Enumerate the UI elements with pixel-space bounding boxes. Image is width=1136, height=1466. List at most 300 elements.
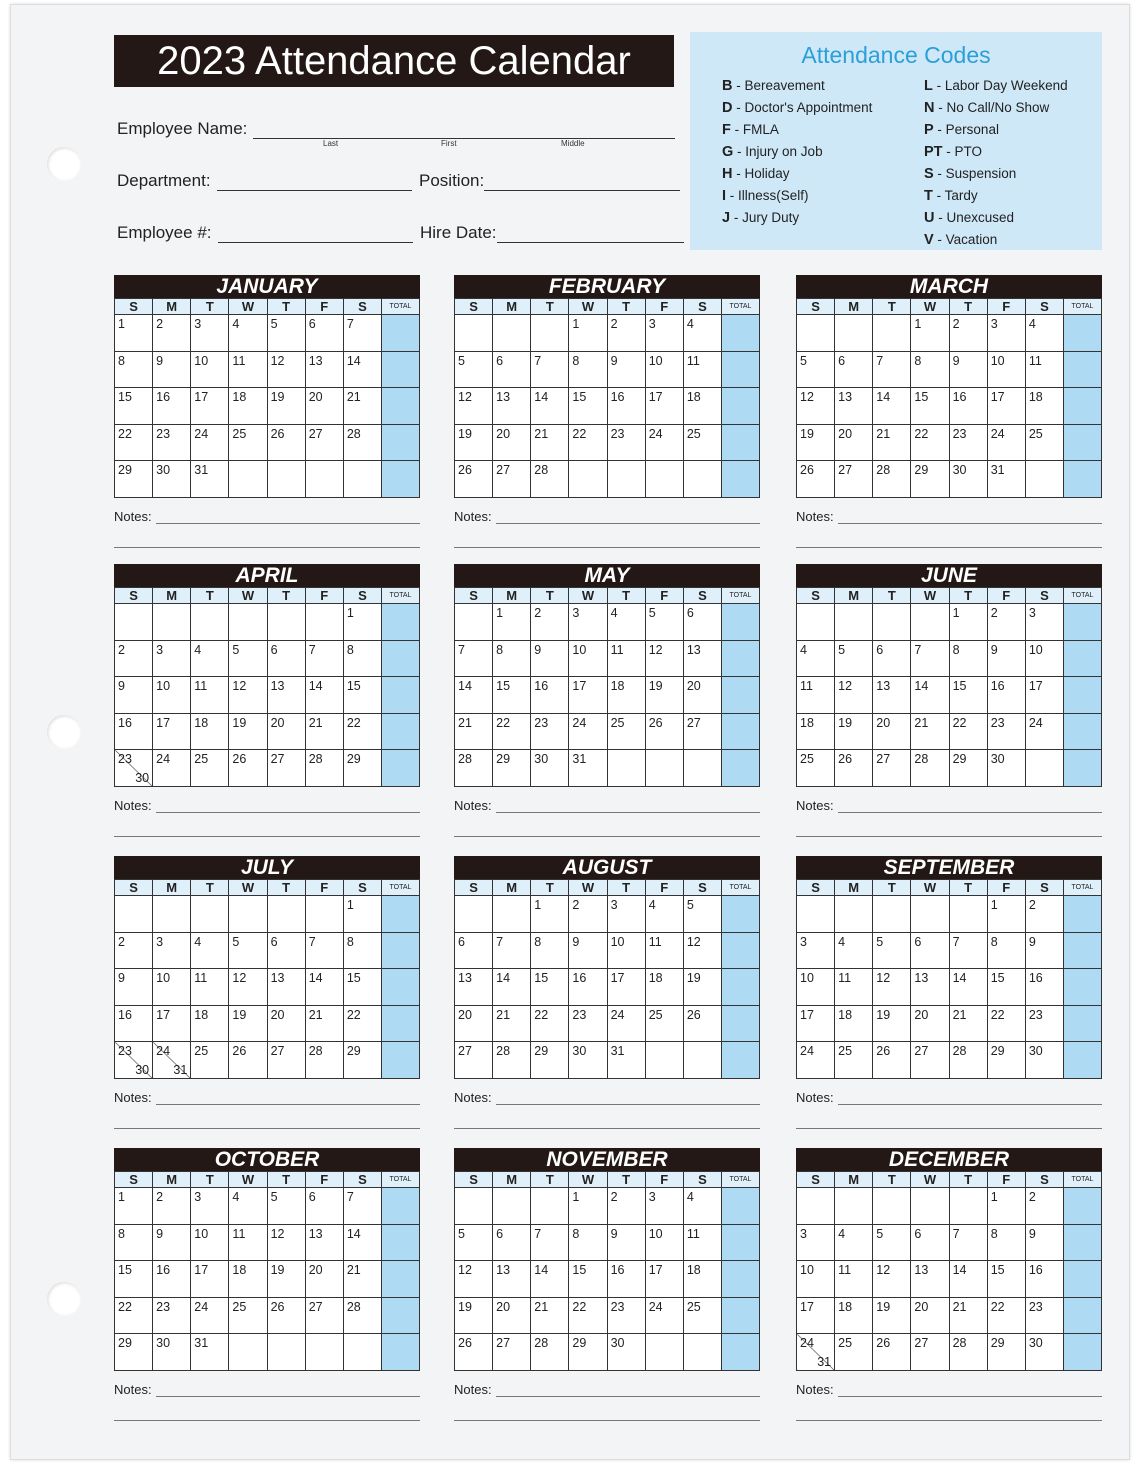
- day-cell[interactable]: [569, 1188, 607, 1225]
- day-cell[interactable]: [115, 1261, 153, 1298]
- day-cell[interactable]: [115, 351, 153, 388]
- day-cell[interactable]: [343, 1261, 381, 1298]
- day-cell[interactable]: [115, 896, 153, 933]
- day-cell[interactable]: [683, 640, 721, 677]
- day-cell[interactable]: [683, 1334, 721, 1371]
- day-cell[interactable]: [569, 713, 607, 750]
- day-cell[interactable]: [911, 677, 949, 714]
- day-cell[interactable]: [607, 604, 645, 641]
- day-cell[interactable]: [115, 1297, 153, 1334]
- day-cell[interactable]: [343, 713, 381, 750]
- total-cell[interactable]: [722, 640, 760, 677]
- day-cell[interactable]: [493, 1334, 531, 1371]
- day-cell[interactable]: [683, 604, 721, 641]
- day-cell[interactable]: [531, 713, 569, 750]
- total-cell[interactable]: [722, 713, 760, 750]
- day-cell[interactable]: [267, 640, 305, 677]
- day-cell[interactable]: [645, 896, 683, 933]
- total-cell[interactable]: [1064, 1297, 1102, 1334]
- total-cell[interactable]: [382, 351, 420, 388]
- day-cell[interactable]: [835, 1224, 873, 1261]
- day-cell[interactable]: [949, 713, 987, 750]
- notes-line[interactable]: [454, 1128, 760, 1129]
- day-cell[interactable]: [191, 351, 229, 388]
- day-cell[interactable]: [115, 1224, 153, 1261]
- day-cell[interactable]: [949, 315, 987, 352]
- total-cell[interactable]: [1064, 750, 1102, 787]
- day-cell[interactable]: [267, 932, 305, 969]
- day-cell[interactable]: [455, 750, 493, 787]
- day-cell[interactable]: [493, 1224, 531, 1261]
- day-cell[interactable]: [683, 461, 721, 498]
- day-cell[interactable]: [797, 351, 835, 388]
- day-cell[interactable]: [797, 388, 835, 425]
- day-cell[interactable]: [1025, 315, 1063, 352]
- day-cell[interactable]: [1025, 1334, 1063, 1371]
- notes-field[interactable]: [454, 509, 760, 524]
- day-cell[interactable]: [531, 461, 569, 498]
- day-cell[interactable]: [873, 932, 911, 969]
- day-cell[interactable]: [153, 750, 191, 787]
- day-cell[interactable]: [531, 969, 569, 1006]
- day-cell[interactable]: [267, 1005, 305, 1042]
- total-cell[interactable]: [722, 1224, 760, 1261]
- day-cell[interactable]: [911, 1224, 949, 1261]
- day-cell[interactable]: [911, 896, 949, 933]
- total-cell[interactable]: [1064, 388, 1102, 425]
- total-cell[interactable]: [722, 1042, 760, 1079]
- day-cell[interactable]: [1025, 461, 1063, 498]
- total-cell[interactable]: [722, 315, 760, 352]
- day-cell[interactable]: [645, 1188, 683, 1225]
- day-cell[interactable]: [267, 1042, 305, 1079]
- day-cell[interactable]: [873, 461, 911, 498]
- day-cell[interactable]: [645, 640, 683, 677]
- day-cell[interactable]: [531, 1297, 569, 1334]
- day-cell[interactable]: [569, 969, 607, 1006]
- day-cell[interactable]: [873, 1334, 911, 1371]
- day-cell[interactable]: [987, 677, 1025, 714]
- day-cell[interactable]: [645, 1005, 683, 1042]
- day-cell[interactable]: [949, 1042, 987, 1079]
- total-cell[interactable]: [722, 1261, 760, 1298]
- day-cell[interactable]: [229, 1261, 267, 1298]
- day-cell[interactable]: [455, 604, 493, 641]
- day-cell[interactable]: [797, 1224, 835, 1261]
- total-cell[interactable]: [382, 1042, 420, 1079]
- day-cell[interactable]: [343, 896, 381, 933]
- day-cell[interactable]: [835, 677, 873, 714]
- day-cell[interactable]: [1025, 932, 1063, 969]
- notes-field[interactable]: [796, 1090, 1102, 1105]
- total-cell[interactable]: [722, 750, 760, 787]
- day-cell[interactable]: [531, 1188, 569, 1225]
- day-cell[interactable]: [569, 424, 607, 461]
- day-cell[interactable]: [305, 351, 343, 388]
- day-cell[interactable]: [569, 315, 607, 352]
- day-cell[interactable]: [153, 1188, 191, 1225]
- day-cell[interactable]: [455, 640, 493, 677]
- day-cell[interactable]: [305, 896, 343, 933]
- day-cell[interactable]: [987, 388, 1025, 425]
- day-cell[interactable]: [683, 969, 721, 1006]
- day-cell[interactable]: [797, 1188, 835, 1225]
- total-cell[interactable]: [1064, 677, 1102, 714]
- day-cell[interactable]: [1025, 640, 1063, 677]
- notes-line[interactable]: [114, 836, 420, 837]
- day-cell[interactable]: [607, 1224, 645, 1261]
- day-cell[interactable]: [835, 351, 873, 388]
- day-cell[interactable]: [191, 424, 229, 461]
- total-cell[interactable]: [382, 1224, 420, 1261]
- day-cell[interactable]: [267, 1224, 305, 1261]
- day-cell[interactable]: [683, 1297, 721, 1334]
- day-cell[interactable]: [645, 604, 683, 641]
- day-cell[interactable]: [797, 1005, 835, 1042]
- day-cell[interactable]: [797, 713, 835, 750]
- day-cell[interactable]: [797, 750, 835, 787]
- notes-line[interactable]: [838, 523, 1102, 524]
- day-cell[interactable]: [949, 677, 987, 714]
- day-cell[interactable]: [115, 315, 153, 352]
- notes-field[interactable]: [454, 798, 760, 813]
- day-cell[interactable]: [455, 1224, 493, 1261]
- day-cell[interactable]: [949, 1261, 987, 1298]
- notes-line[interactable]: [156, 1396, 420, 1397]
- day-cell[interactable]: [1025, 1042, 1063, 1079]
- notes-line[interactable]: [156, 812, 420, 813]
- day-cell[interactable]: [607, 351, 645, 388]
- day-cell[interactable]: [645, 351, 683, 388]
- day-cell[interactable]: [987, 424, 1025, 461]
- day-cell[interactable]: [987, 1005, 1025, 1042]
- notes-line[interactable]: [114, 547, 420, 548]
- day-cell[interactable]: [607, 315, 645, 352]
- day-cell[interactable]: [455, 677, 493, 714]
- day-cell[interactable]: [1025, 424, 1063, 461]
- day-cell[interactable]: [115, 1334, 153, 1371]
- day-cell[interactable]: [493, 969, 531, 1006]
- day-cell[interactable]: [873, 315, 911, 352]
- total-cell[interactable]: [1064, 351, 1102, 388]
- day-cell[interactable]: [987, 351, 1025, 388]
- day-cell[interactable]: [911, 640, 949, 677]
- day-cell[interactable]: [191, 315, 229, 352]
- day-cell[interactable]: [531, 1261, 569, 1298]
- day-cell[interactable]: [1025, 1224, 1063, 1261]
- day-cell[interactable]: [153, 1261, 191, 1298]
- day-cell[interactable]: [1025, 351, 1063, 388]
- day-cell[interactable]: [987, 1334, 1025, 1371]
- day-cell[interactable]: [153, 713, 191, 750]
- total-cell[interactable]: [722, 424, 760, 461]
- notes-field[interactable]: [114, 509, 420, 524]
- day-cell[interactable]: [683, 677, 721, 714]
- day-cell[interactable]: [153, 677, 191, 714]
- day-cell[interactable]: [645, 424, 683, 461]
- notes-field[interactable]: [796, 509, 1102, 524]
- day-cell[interactable]: [873, 1224, 911, 1261]
- day-cell[interactable]: [607, 932, 645, 969]
- notes-field[interactable]: [114, 798, 420, 813]
- day-cell[interactable]: [569, 388, 607, 425]
- day-cell[interactable]: [607, 969, 645, 1006]
- day-cell[interactable]: [343, 1297, 381, 1334]
- day-cell[interactable]: [873, 896, 911, 933]
- day-cell[interactable]: [911, 969, 949, 1006]
- notes-line[interactable]: [454, 547, 760, 548]
- day-cell[interactable]: [607, 1261, 645, 1298]
- day-cell[interactable]: [153, 604, 191, 641]
- day-cell[interactable]: [153, 461, 191, 498]
- day-cell[interactable]: [493, 351, 531, 388]
- day-cell[interactable]: [531, 315, 569, 352]
- notes-line[interactable]: [796, 547, 1102, 548]
- day-cell[interactable]: [797, 315, 835, 352]
- day-cell[interactable]: [873, 713, 911, 750]
- day-cell[interactable]: [607, 640, 645, 677]
- day-cell[interactable]: [229, 640, 267, 677]
- day-cell[interactable]: [191, 713, 229, 750]
- day-cell[interactable]: [191, 969, 229, 1006]
- day-cell[interactable]: [607, 424, 645, 461]
- day-cell[interactable]: [531, 932, 569, 969]
- day-cell[interactable]: [191, 1261, 229, 1298]
- day-cell[interactable]: [873, 750, 911, 787]
- total-cell[interactable]: [1064, 640, 1102, 677]
- department-field[interactable]: [117, 171, 412, 191]
- day-cell[interactable]: [873, 388, 911, 425]
- total-cell[interactable]: [382, 1334, 420, 1371]
- day-cell[interactable]: [267, 896, 305, 933]
- notes-line[interactable]: [156, 523, 420, 524]
- total-cell[interactable]: [722, 1297, 760, 1334]
- day-cell[interactable]: [911, 351, 949, 388]
- day-cell[interactable]: [153, 896, 191, 933]
- total-cell[interactable]: [1064, 713, 1102, 750]
- day-cell[interactable]: [911, 1005, 949, 1042]
- day-cell[interactable]: [531, 1334, 569, 1371]
- day-cell[interactable]: [987, 896, 1025, 933]
- day-cell[interactable]: [153, 640, 191, 677]
- day-cell[interactable]: [797, 1042, 835, 1079]
- day-cell[interactable]: [949, 1005, 987, 1042]
- day-cell[interactable]: [531, 351, 569, 388]
- day-cell[interactable]: [455, 461, 493, 498]
- day-cell[interactable]: [835, 1042, 873, 1079]
- day-cell[interactable]: [835, 388, 873, 425]
- day-cell[interactable]: [835, 1261, 873, 1298]
- day-cell[interactable]: [607, 388, 645, 425]
- day-cell[interactable]: [455, 969, 493, 1006]
- day-cell[interactable]: [1025, 1297, 1063, 1334]
- total-cell[interactable]: [1064, 932, 1102, 969]
- day-cell[interactable]: [305, 1042, 343, 1079]
- day-cell[interactable]: [153, 388, 191, 425]
- day-cell[interactable]: [493, 1042, 531, 1079]
- day-cell[interactable]: [343, 461, 381, 498]
- total-cell[interactable]: [382, 1297, 420, 1334]
- department-line[interactable]: [217, 175, 412, 191]
- day-cell[interactable]: [569, 1042, 607, 1079]
- day-cell[interactable]: [229, 1188, 267, 1225]
- day-cell[interactable]: [191, 896, 229, 933]
- day-cell[interactable]: [305, 677, 343, 714]
- day-cell[interactable]: [873, 1042, 911, 1079]
- day-cell[interactable]: [115, 1042, 153, 1079]
- day-cell[interactable]: [987, 604, 1025, 641]
- day-cell[interactable]: [683, 1261, 721, 1298]
- day-cell[interactable]: [153, 1005, 191, 1042]
- day-cell[interactable]: [191, 1005, 229, 1042]
- day-cell[interactable]: [455, 1188, 493, 1225]
- day-cell[interactable]: [873, 677, 911, 714]
- notes-field[interactable]: [796, 798, 1102, 813]
- day-cell[interactable]: [343, 640, 381, 677]
- day-cell[interactable]: [229, 351, 267, 388]
- day-cell[interactable]: [607, 1188, 645, 1225]
- day-cell[interactable]: [987, 640, 1025, 677]
- day-cell[interactable]: [305, 424, 343, 461]
- day-cell[interactable]: [531, 677, 569, 714]
- day-cell[interactable]: [115, 388, 153, 425]
- day-cell[interactable]: [607, 1334, 645, 1371]
- day-cell[interactable]: [191, 750, 229, 787]
- day-cell[interactable]: [873, 424, 911, 461]
- day-cell[interactable]: [493, 1261, 531, 1298]
- day-cell[interactable]: [1025, 677, 1063, 714]
- day-cell[interactable]: [493, 640, 531, 677]
- day-cell[interactable]: [305, 640, 343, 677]
- day-cell[interactable]: [1025, 969, 1063, 1006]
- day-cell[interactable]: [645, 932, 683, 969]
- day-cell[interactable]: [873, 1188, 911, 1225]
- day-cell[interactable]: [569, 1005, 607, 1042]
- day-cell[interactable]: [343, 677, 381, 714]
- day-cell[interactable]: [569, 932, 607, 969]
- day-cell[interactable]: [455, 388, 493, 425]
- total-cell[interactable]: [722, 932, 760, 969]
- day-cell[interactable]: [267, 351, 305, 388]
- day-cell[interactable]: [873, 969, 911, 1006]
- day-cell[interactable]: [683, 713, 721, 750]
- day-cell[interactable]: [645, 1334, 683, 1371]
- day-cell[interactable]: [987, 713, 1025, 750]
- day-cell[interactable]: [645, 1297, 683, 1334]
- day-cell[interactable]: [191, 461, 229, 498]
- day-cell[interactable]: [949, 932, 987, 969]
- day-cell[interactable]: [191, 640, 229, 677]
- day-cell[interactable]: [115, 932, 153, 969]
- day-cell[interactable]: [267, 750, 305, 787]
- day-cell[interactable]: [343, 1188, 381, 1225]
- total-cell[interactable]: [722, 896, 760, 933]
- day-cell[interactable]: [493, 932, 531, 969]
- day-cell[interactable]: [455, 424, 493, 461]
- day-cell[interactable]: [153, 1297, 191, 1334]
- day-cell[interactable]: [305, 315, 343, 352]
- total-cell[interactable]: [382, 604, 420, 641]
- day-cell[interactable]: [911, 713, 949, 750]
- day-cell[interactable]: [949, 1224, 987, 1261]
- day-cell[interactable]: [645, 677, 683, 714]
- total-cell[interactable]: [722, 1005, 760, 1042]
- notes-field[interactable]: [114, 1382, 420, 1397]
- total-cell[interactable]: [1064, 896, 1102, 933]
- day-cell[interactable]: [683, 315, 721, 352]
- day-cell[interactable]: [873, 1005, 911, 1042]
- day-cell[interactable]: [683, 750, 721, 787]
- day-cell[interactable]: [305, 604, 343, 641]
- day-cell[interactable]: [531, 388, 569, 425]
- total-cell[interactable]: [722, 969, 760, 1006]
- day-cell[interactable]: [343, 932, 381, 969]
- day-cell[interactable]: [835, 1297, 873, 1334]
- day-cell[interactable]: [683, 1224, 721, 1261]
- day-cell[interactable]: [683, 932, 721, 969]
- day-cell[interactable]: [229, 1224, 267, 1261]
- day-cell[interactable]: [835, 896, 873, 933]
- notes-line[interactable]: [114, 1128, 420, 1129]
- day-cell[interactable]: [493, 896, 531, 933]
- day-cell[interactable]: [531, 1224, 569, 1261]
- day-cell[interactable]: [835, 1005, 873, 1042]
- day-cell[interactable]: [191, 1334, 229, 1371]
- day-cell[interactable]: [305, 1297, 343, 1334]
- total-cell[interactable]: [722, 1334, 760, 1371]
- notes-line[interactable]: [838, 812, 1102, 813]
- day-cell[interactable]: [683, 896, 721, 933]
- day-cell[interactable]: [343, 315, 381, 352]
- day-cell[interactable]: [797, 640, 835, 677]
- notes-field[interactable]: [796, 1382, 1102, 1397]
- total-cell[interactable]: [1064, 604, 1102, 641]
- day-cell[interactable]: [455, 932, 493, 969]
- day-cell[interactable]: [607, 713, 645, 750]
- day-cell[interactable]: [835, 1334, 873, 1371]
- notes-line[interactable]: [796, 836, 1102, 837]
- day-cell[interactable]: [229, 1042, 267, 1079]
- day-cell[interactable]: [305, 1188, 343, 1225]
- day-cell[interactable]: [531, 424, 569, 461]
- day-cell[interactable]: [835, 424, 873, 461]
- day-cell[interactable]: [683, 388, 721, 425]
- day-cell[interactable]: [493, 424, 531, 461]
- day-cell[interactable]: [911, 461, 949, 498]
- day-cell[interactable]: [305, 750, 343, 787]
- day-cell[interactable]: [607, 1042, 645, 1079]
- day-cell[interactable]: [645, 969, 683, 1006]
- day-cell[interactable]: [569, 351, 607, 388]
- day-cell[interactable]: [911, 1297, 949, 1334]
- day-cell[interactable]: [569, 677, 607, 714]
- day-cell[interactable]: [1025, 604, 1063, 641]
- notes-line[interactable]: [454, 836, 760, 837]
- day-cell[interactable]: [1025, 388, 1063, 425]
- day-cell[interactable]: [531, 640, 569, 677]
- notes-line[interactable]: [156, 1104, 420, 1105]
- day-cell[interactable]: [531, 750, 569, 787]
- day-cell[interactable]: [911, 1042, 949, 1079]
- day-cell[interactable]: [607, 1297, 645, 1334]
- day-cell[interactable]: [229, 388, 267, 425]
- day-cell[interactable]: [455, 713, 493, 750]
- notes-field[interactable]: [454, 1090, 760, 1105]
- day-cell[interactable]: [455, 896, 493, 933]
- day-cell[interactable]: [229, 677, 267, 714]
- day-cell[interactable]: [949, 461, 987, 498]
- total-cell[interactable]: [1064, 424, 1102, 461]
